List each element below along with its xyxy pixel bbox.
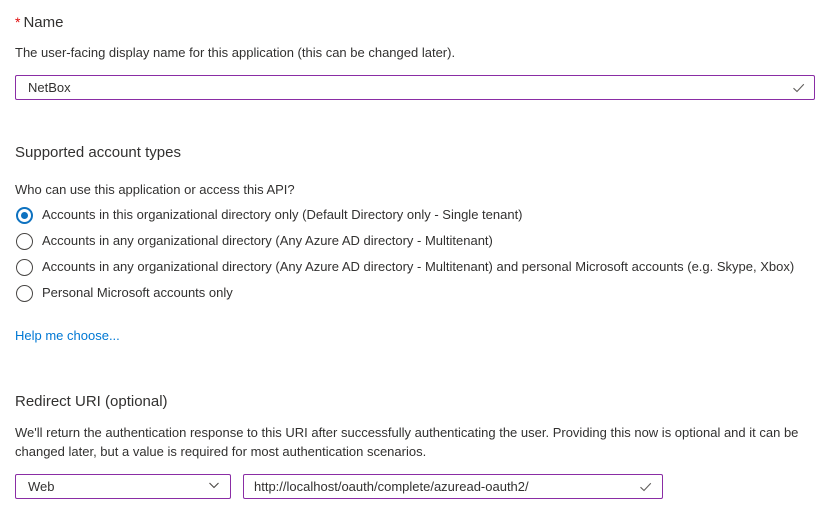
radio-button-icon[interactable] <box>16 233 33 250</box>
name-input[interactable] <box>16 76 791 99</box>
supported-account-types-title: Supported account types <box>15 144 181 161</box>
name-field-description: The user-facing display name for this application (this can be changed later). <box>15 45 456 60</box>
account-type-option[interactable] <box>15 280 815 306</box>
platform-select[interactable] <box>15 474 231 499</box>
required-asterisk: * <box>15 14 21 30</box>
redirect-uri-input[interactable] <box>244 475 638 498</box>
redirect-uri-description: We'll return the authentication response to this URI after successfully authenticating the user. Providing this now is optional and it can be changed later, but a value is required for most authentication scenarios. <box>15 425 799 459</box>
name-input-container <box>15 75 815 100</box>
radio-button-icon[interactable] <box>16 207 33 224</box>
radio-button-icon[interactable] <box>16 285 33 302</box>
account-type-option[interactable] <box>15 228 815 254</box>
account-types-radio-group <box>15 202 815 306</box>
redirect-uri-controls <box>15 474 815 499</box>
platform-select-value: Web <box>28 479 55 494</box>
redirect-uri-input-container <box>243 474 663 499</box>
help-me-choose-link[interactable]: Help me choose... <box>15 328 120 343</box>
account-type-option-label: Accounts in any organizational directory (Any Azure AD directory - Multitenant) and personal Microsoft accounts (e.g. Skype, Xbox) <box>42 259 795 274</box>
valid-checkmark-icon <box>791 80 806 95</box>
radio-button-icon[interactable] <box>16 259 33 276</box>
name-field-label <box>15 12 815 33</box>
valid-checkmark-icon <box>638 479 653 494</box>
account-type-option[interactable] <box>15 254 815 280</box>
account-type-option-label: Personal Microsoft accounts only <box>42 285 233 300</box>
redirect-uri-title: Redirect URI (optional) <box>15 393 168 410</box>
chevron-down-icon <box>207 478 221 495</box>
name-label-text: Name <box>23 14 64 31</box>
account-type-option[interactable] <box>15 202 815 228</box>
account-type-option-label: Accounts in this organizational directory only (Default Directory only - Single tenant) <box>42 207 523 222</box>
account-types-question: Who can use this application or access this API? <box>15 182 295 197</box>
account-type-option-label: Accounts in any organizational directory (Any Azure AD directory - Multitenant) <box>42 233 493 248</box>
